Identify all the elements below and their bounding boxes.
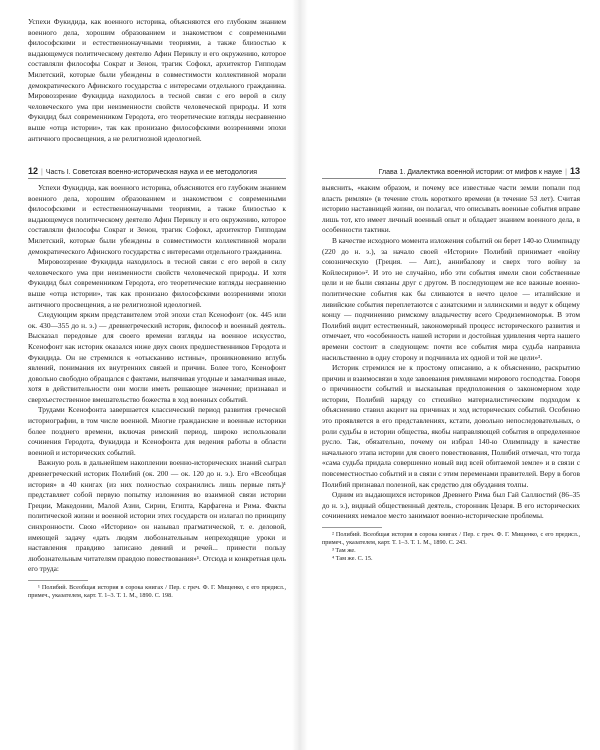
right-footnote: ² Полибий. Всеобщая история в сорока книгах / Пер. с греч. Ф. Г. Мищенко, с его предисл., примеч., указателем, карт. Т. 1–3. Т. 1. М., 1890. С. 243. xyxy=(322,531,580,546)
left-header-rule xyxy=(28,178,286,179)
right-footnote-rule xyxy=(322,527,382,528)
right-header-rule xyxy=(322,178,580,179)
right-running-header: Глава 1. Диалектика военной истории: от мифов к науке | 13 xyxy=(378,166,580,176)
left-header-title: Часть I. Советская военно-историческая наука и ее методология xyxy=(45,169,258,176)
right-body xyxy=(322,183,580,563)
left-body xyxy=(28,183,286,600)
left-paragraph: Успехи Фукидида, как военного историка, объясняются его глубоким знанием военного дела, хорошим образованием и знакомством с современными философскими и естественнонаучными теориями, а также близостью к выдающемуся политическому деятелю Афин Периклу и его окружению, которое составляли философы Сократ и Зенон, трагик Софокл, архитектор Гипподам Милетский, которые были убеждены в совместимости коллективной морали демократического Афинского государства с интересами отдельного гражданина. xyxy=(28,183,286,256)
gutter-shadow xyxy=(292,0,308,750)
right-footnote: ⁴ Там же. С. 15. xyxy=(332,555,373,562)
right-paragraph: выяснить, «каким образом, и почему все известные части земли попали под власть римлян» (в течение столь короткого времени (в течение 53 лет). Считая историю наставницей жизни, он полагал, что описывать военные события вправе лишь тот, кто имеет личный военный опыт и обладает знанием военного дела, в особенности тактики. xyxy=(322,183,580,235)
right-footnote: ³ Там же. xyxy=(332,547,356,554)
right-page xyxy=(322,0,580,750)
left-footnote-rule xyxy=(28,580,88,581)
left-paragraph: Трудами Ксенофонта завершается классический период развития греческой историографии, в том числе военной. Многие гражданские и военные историки более позднего времени, включая римский период, широко использовали сочинения Геродота, Фукидида и Ксенофонта для ведения работы в области военной и исторических событий. xyxy=(28,405,286,457)
left-footnote: ¹ Полибий. Всеобщая история в сорока книгах / Пер. с греч. Ф. Г. Мищенко, с его предисл., примеч., указателем, карт. Т. 1–3. Т. 1. М., 1890. С. 198. xyxy=(28,583,286,599)
left-running-header: 12 | Часть I. Советская военно-историческая наука и ее методология xyxy=(28,166,258,176)
left-page-top-continuation: Успехи Фукидида, как военного историка, объясняются его глубоким знанием военного дела, хорошим образованием и знакомством с современными философскими и естественнонаучными теориями, а также близостью к выдающемуся политическому деятелю Афин Периклу и его окружению, которое составляли философы Сократ и Зенон, трагик Софокл, архитектор Гипподам Милетский, которые были убеждены в совместимости коллективной морали демократического Афинского государства с интересами отдельного гражданина. Мировоззрение Фукидида находилось в тесной связи с его верой в силу человеческого ума при неизменности свойств человеческой природы. И хотя Фукидид был современником Геродота, его теоретические взгляды несравненно выше «отца истории», так как пронизано философскими воззрениями эпохи античного просвещения, а не религиозной идеологией. xyxy=(28,17,286,143)
right-paragraph: Одним из выдающихся историков Древнего Рима был Гай Саллюстий (86–35 до н. э.), видный общественный деятель, сторонник Цезаря. В его исторических сочинениях немалое место занимают военно-исторические проблемы. xyxy=(322,490,580,521)
right-paragraph: Историк стремился не к простому описанию, а к объяснению, раскрытию причин и взаимосвязи в ходе завоевания римлянами мирового господства. Говоря о причинности событий и высказывая предположения о закономерном ходе истории, Полибий наряду со стихийно материалистическим подходом к объяснению ставил акцент на причинах и ход исторических событий. Особенно это проявляется в его представлениях, кстати, довольно непоследовательных, о роли судьбы в истории общества, якобы направляющей события в определенное русло. Так, обязательно, почему он избрал 140-ю Олимпиаду в качестве начального этапа истории для своего повествования, Полибий отмечал, что тогда «сама судьба придала совершенно новый вид всей обитаемой земле» и в связи с повсеместностью событий и в связи с этим переменами правителей. Веру в богов Полибий признавал полезной, как средство для обуздания толпы. xyxy=(322,363,580,489)
right-paragraph: В качестве исходного момента изложения событий он берет 140-ю Олимпиаду (220 до н. э.), за начало своей «Истории» Полибий принимает «войну союзническую (Греция. — Авт.), аннибалову и сверх того войну за Койлесирию»². И это не случайно, ибо эти события имели свои собственные цели и не были связаны друг с другом. В последующем же все важные военно-политические события как бы сливаются в нечто целое — италийские и ливийские события переплетаются с азиатскими и эллинскими и ведут к общему концу — подчинению римскому владычеству всего Средиземноморья. В этом Полибий видит естественный, закономерный процесс исторического развития и отмечает, что «особенность нашей истории и достойная удивления черта нашего времени состоит в следующем: почти все события мира судьба направила насильственно в одну сторону и подчинила их одной и той же цели»³. xyxy=(322,235,580,362)
left-paragraph: Следующим ярким представителем этой эпохи стал Ксенофонт (ок. 445 или ок. 430—355 до н. э.) — древнегреческий историк, философ и военный деятель. Высказал передовые для своего времени взгляды на военное искусство, Ксенофонт как историк оказался ниже двух своих предшественников Геродота и Фукидида. Он не стремился к «отысканию истины», проникновению вглубь явлений, понимания их внутренних связей и причин. Более того, Ксенофонт довольно свободно обращался с фактами, выпячивая угодные и замалчивая иные, хотя в действительности они могли иметь решающее значение; признавал и сверхъестественное вмешательство божества в ход военных событий. xyxy=(28,310,286,404)
left-page-number: 12 xyxy=(28,166,39,176)
left-paragraph: Важную роль в дальнейшем накоплении военно-исторических знаний сыграл древнегреческий историк Полибий (ок. 200 — ок. 120 до н. э.). Его «Всеобщая история» в 40 книгах (из них полностью сохранились лишь первые пять)¹ представляет собой первую попытку изложения во взаимной связи истории Греции, Македонии, Малой Азии, Сирии, Египта, Карфагена и Рима. Факты политической жизни и военной истории этих государств он излагал по принципу синхронности. Свою «Историю» он называл прагматической, т. е. деловой, имеющей задачу «дать людям любознательным непреходящие уроки и наставления правдиво записано деяний и речей... принести пользу любознательным читателям правдою повествования»¹. Отсюда и конкретная цель его труда: xyxy=(28,458,286,574)
right-page-number: 13 xyxy=(569,166,580,176)
right-header-title: Глава 1. Диалектика военной истории: от мифов к науке xyxy=(378,169,563,176)
left-paragraph: Мировоззрение Фукидида находилось в тесной связи с его верой в силу человеческого ума при неизменности свойств человеческой природы. И хотя Фукидид был современником Геродота, его теоретические взгляды несравненно выше «отца истории», так как пронизано философскими воззрениями эпохи античного просвещения, а не религиозной идеологией. xyxy=(28,257,286,309)
left-page xyxy=(28,0,286,750)
